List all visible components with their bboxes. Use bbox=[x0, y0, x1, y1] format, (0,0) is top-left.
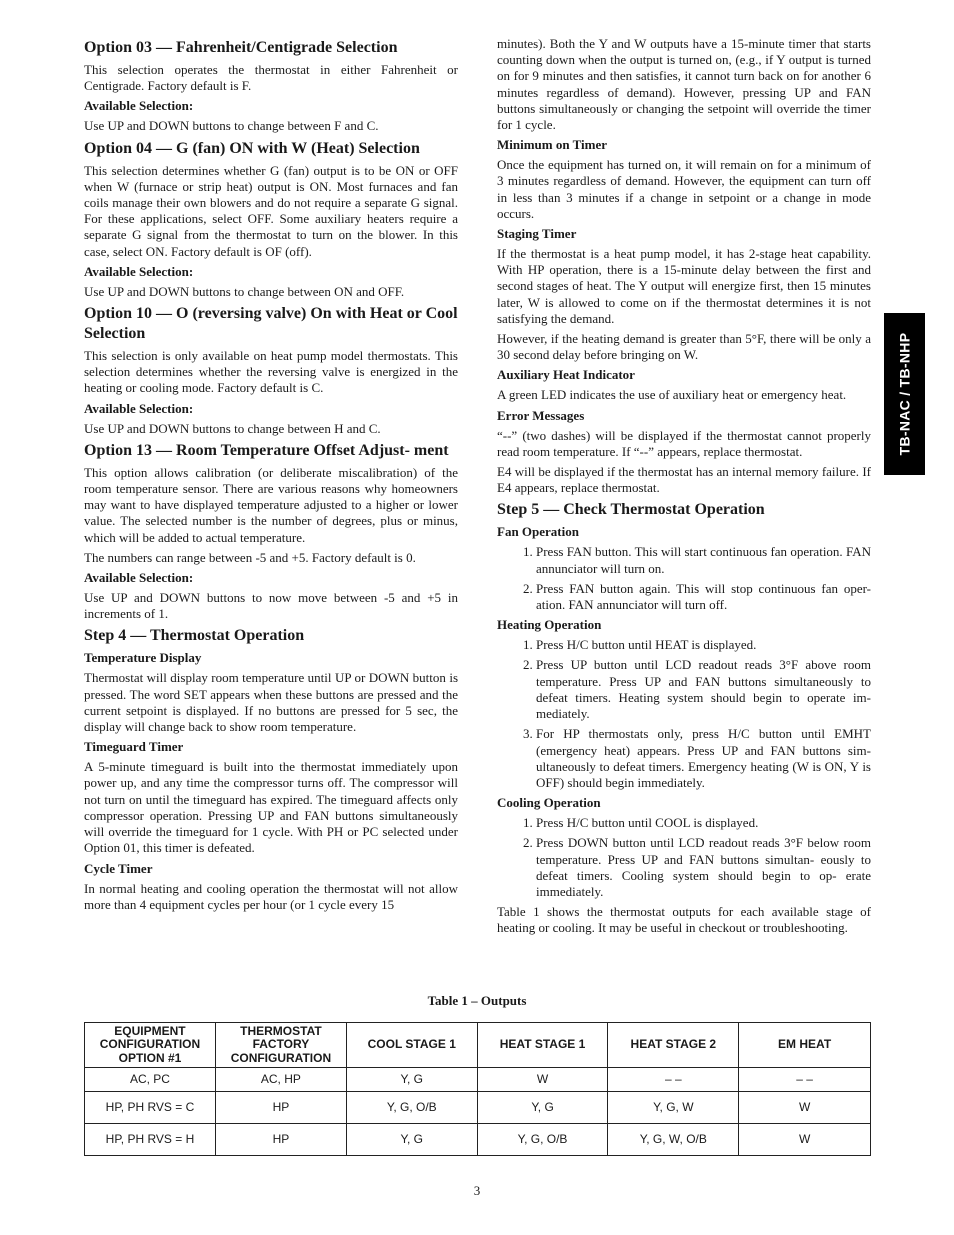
staging-text-1: If the thermostat is a heat pump model, it has 2-stage heat capability. With HP operation, there is a 15-minute delay between the first and second stages of heat. The Y output will energize first, then 15 minutes later, W is allowed to come on if the thermostat determines it is not satisfying the demand. bbox=[497, 246, 871, 326]
error-messages-text-2: E4 will be displayed if the thermostat has an internal memory failure. If E4 appears, replace thermostat. bbox=[497, 464, 871, 496]
table-cell: W bbox=[739, 1092, 871, 1124]
timeguard-label: Timeguard Timer bbox=[84, 739, 184, 755]
list-item: 2. Press UP button until LCD readout reads 3°F above room temperature. Press UP and FAN buttons simultaneously to defeat timers. Heating system should begin to operate im- mediately. bbox=[536, 657, 871, 722]
table-cell: HP, PH RVS = C bbox=[85, 1092, 216, 1124]
table-cell: Y, G bbox=[477, 1092, 608, 1124]
column-header: HEAT STAGE 2 bbox=[608, 1023, 739, 1068]
option13-avail-label: Available Selection: bbox=[84, 570, 194, 586]
cycle-timer-continued: minutes). Both the Y and W outputs have a 15-minute timer that starts counting down when the output is turned on, (e.g., if Y output is turned on for 9 minutes and then satisfies, it cannot turn back on for another 6 minutes regardless of demand). However, pressing UP and FAN buttons simultaneously or changing the setpoint will override the timer for 1 cycle. bbox=[497, 36, 871, 133]
heating-operation-label: Heating Operation bbox=[497, 617, 602, 633]
table-cell: W bbox=[477, 1068, 608, 1092]
cycle-timer-text: In normal heating and cooling operation the thermostat will not allow more than 4 equipment cycles per hour (or 1 cycle every 15 bbox=[84, 880, 458, 912]
temp-display-label: Temperature Display bbox=[84, 650, 202, 666]
fan-operation-label: Fan Operation bbox=[497, 524, 579, 540]
cooling-operation-label: Cooling Operation bbox=[497, 795, 601, 811]
aux-heat-text: A green LED indicates the use of auxiliary heat or emergency heat. bbox=[497, 387, 847, 403]
table-cell: Y, G, O/B bbox=[477, 1124, 608, 1156]
error-messages-text-1: “--” (two dashes) will be displayed if the thermostat cannot properly read room temperature. If “--” appears, replace thermostat. bbox=[497, 427, 871, 459]
list-item: 3. For HP thermostats only, press H/C button until EMHT (emergency heat) appears. Press UP and FAN buttons sim- ultaneously to defeat timers. Emergency heating (W is ON, Y is OFF) should begin immediately. bbox=[536, 726, 871, 791]
table-cell: – – bbox=[608, 1068, 739, 1092]
min-on-label: Minimum on Timer bbox=[497, 137, 608, 153]
cycle-timer-label: Cycle Timer bbox=[84, 860, 153, 876]
table-cell: Y, G bbox=[346, 1124, 477, 1156]
table-cell: Y, G, W, O/B bbox=[608, 1124, 739, 1156]
option10-avail-label: Available Selection: bbox=[84, 400, 194, 416]
right-column bbox=[497, 36, 871, 941]
table-cell: Y, G, O/B bbox=[346, 1092, 477, 1124]
option03-body: This selection operates the thermostat in either Fahrenheit or Centigrade. Factory default is F. bbox=[84, 62, 458, 94]
option13-heading: Option 13 — Room Temperature Offset Adjust- ment bbox=[84, 441, 449, 459]
option10-avail-text: Use UP and DOWN buttons to change between H and C. bbox=[84, 420, 381, 436]
table-cell: Y, G, W bbox=[608, 1092, 739, 1124]
step5-heading: Step 5 — Check Thermostat Operation bbox=[497, 501, 765, 519]
option03-avail-text: Use UP and DOWN buttons to change between F and C. bbox=[84, 118, 379, 134]
fan-operation-list bbox=[497, 544, 871, 613]
option03-heading: Option 03 — Fahrenheit/Centigrade Selection bbox=[84, 39, 398, 56]
list-item: 1. Press FAN button. This will start continuous fan operation. FAN annunciator will turn on. bbox=[536, 544, 871, 576]
temp-display-text: Thermostat will display room temperature until UP or DOWN button is pressed. The word SET appears when these buttons are pressed and the current setpoint is displayed. If no buttons are pressed for 5 sec, the display will change back to show room temperature. bbox=[84, 670, 458, 735]
heating-operation-list bbox=[497, 637, 871, 791]
table-cell: HP, PH RVS = H bbox=[85, 1124, 216, 1156]
table-header-row bbox=[85, 1023, 871, 1068]
option13-avail-text: Use UP and DOWN buttons to now move between -5 and +5 in increments of 1. bbox=[84, 590, 458, 622]
column-header: THERMOSTAT FACTORY CONFIGURATION bbox=[215, 1023, 346, 1068]
column-header: EM HEAT bbox=[739, 1023, 871, 1068]
side-tab bbox=[884, 313, 925, 475]
option04-heading: Option 04 — G (fan) ON with W (Heat) Selection bbox=[84, 139, 420, 157]
table-cell: HP bbox=[215, 1124, 346, 1156]
option10-body: This selection is only available on heat pump model thermostats. This selection determines whether the reversing valve is energized in the heating or cooling mode. Factory default is C. bbox=[84, 348, 458, 396]
column-header: HEAT STAGE 1 bbox=[477, 1023, 608, 1068]
left-column bbox=[84, 36, 458, 917]
table-cell: – – bbox=[739, 1068, 871, 1092]
list-item: 1. Press H/C button until COOL is displayed. bbox=[536, 815, 871, 831]
option10-heading: Option 10 — O (reversing valve) On with Heat or Cool Selection bbox=[84, 305, 458, 343]
staging-label: Staging Timer bbox=[497, 226, 577, 242]
list-item: 2. Press FAN button again. This will stop continuous fan oper- ation. FAN annunciator will turn off. bbox=[536, 581, 871, 613]
option13-range: The numbers can range between -5 and +5. Factory default is 0. bbox=[84, 549, 416, 565]
table-row bbox=[85, 1124, 871, 1156]
table-cell: AC, HP bbox=[215, 1068, 346, 1092]
cooling-operation-list bbox=[497, 815, 871, 900]
min-on-text: Once the equipment has turned on, it will remain on for a minimum of 3 minutes regardless of demand. However, the equipment can turn off in less than 3 minutes if a change in setpoint or a change in mode occurs. bbox=[497, 157, 871, 221]
table-cell: AC, PC bbox=[85, 1068, 216, 1092]
outputs-table bbox=[84, 1022, 871, 1156]
table-cell: Y, G bbox=[346, 1068, 477, 1092]
table-caption: Table 1 – Outputs bbox=[427, 993, 527, 1008]
table-note: Table 1 shows the thermostat outputs for each available stage of heating or cooling. It may be useful in checkout or troubleshooting. bbox=[497, 904, 871, 936]
column-header: EQUIPMENT CONFIGURATION OPTION #1 bbox=[85, 1023, 216, 1068]
list-item: 2. Press DOWN button until LCD readout reads 3°F below room temperature. Press UP and FAN buttons simultan- eously to defeat timers. Cooling system should begin to op- erate immediately. bbox=[536, 835, 871, 900]
table-cell: HP bbox=[215, 1092, 346, 1124]
list-item: 1. Press H/C button until HEAT is displayed. bbox=[536, 637, 871, 653]
side-tab-label: TB-NAC / TB-NHP bbox=[896, 332, 913, 456]
option04-body: This selection determines whether G (fan) output is to be ON or OFF when W (furnace or strip heat) output is ON. Most furnaces and fan coils manage their own blowers and do not require a separate G signal. For these applications, select OFF. Some auxiliary heaters require a separate G signal from the thermostat to turn on the blower. In this case, select ON. Factory default is OF (off). bbox=[84, 162, 458, 259]
step4-heading: Step 4 — Thermostat Operation bbox=[84, 627, 305, 645]
option04-avail-label: Available Selection: bbox=[84, 263, 194, 279]
option13-body: This option allows calibration (or deliberate miscalibration) of the room temperature sensor. There are various reasons why homeowners may want to have displayed temperature adjusted to a higher or lower value. The selected number is the number of degrees, plus or minus, which will be added to actual temperature. bbox=[84, 464, 458, 545]
option03-avail-label: Available Selection: bbox=[84, 98, 194, 114]
error-messages-label: Error Messages bbox=[497, 407, 585, 423]
table-cell: W bbox=[739, 1124, 871, 1156]
table-row bbox=[85, 1068, 871, 1092]
timeguard-text: A 5-minute timeguard is built into the thermostat immediately upon power up, and any time the compressor turns off. The compressor will not turn on until the timeguard has expired. The timeguard affects only compressor operation. Pressing UP and FAN buttons simultaneously will override the timeguard for 1 cycle. With PH or PC selected under Option 01, this timer is defeated. bbox=[84, 759, 458, 856]
column-header: COOL STAGE 1 bbox=[346, 1023, 477, 1068]
table-row bbox=[85, 1092, 871, 1124]
page-number: 3 bbox=[473, 1183, 481, 1198]
aux-heat-label: Auxiliary Heat Indicator bbox=[497, 367, 635, 383]
option04-avail-text: Use UP and DOWN buttons to change between ON and OFF. bbox=[84, 283, 405, 299]
staging-text-2: However, if the heating demand is greater than 5°F, there will be only a 30 second delay before bringing on W. bbox=[497, 331, 871, 363]
